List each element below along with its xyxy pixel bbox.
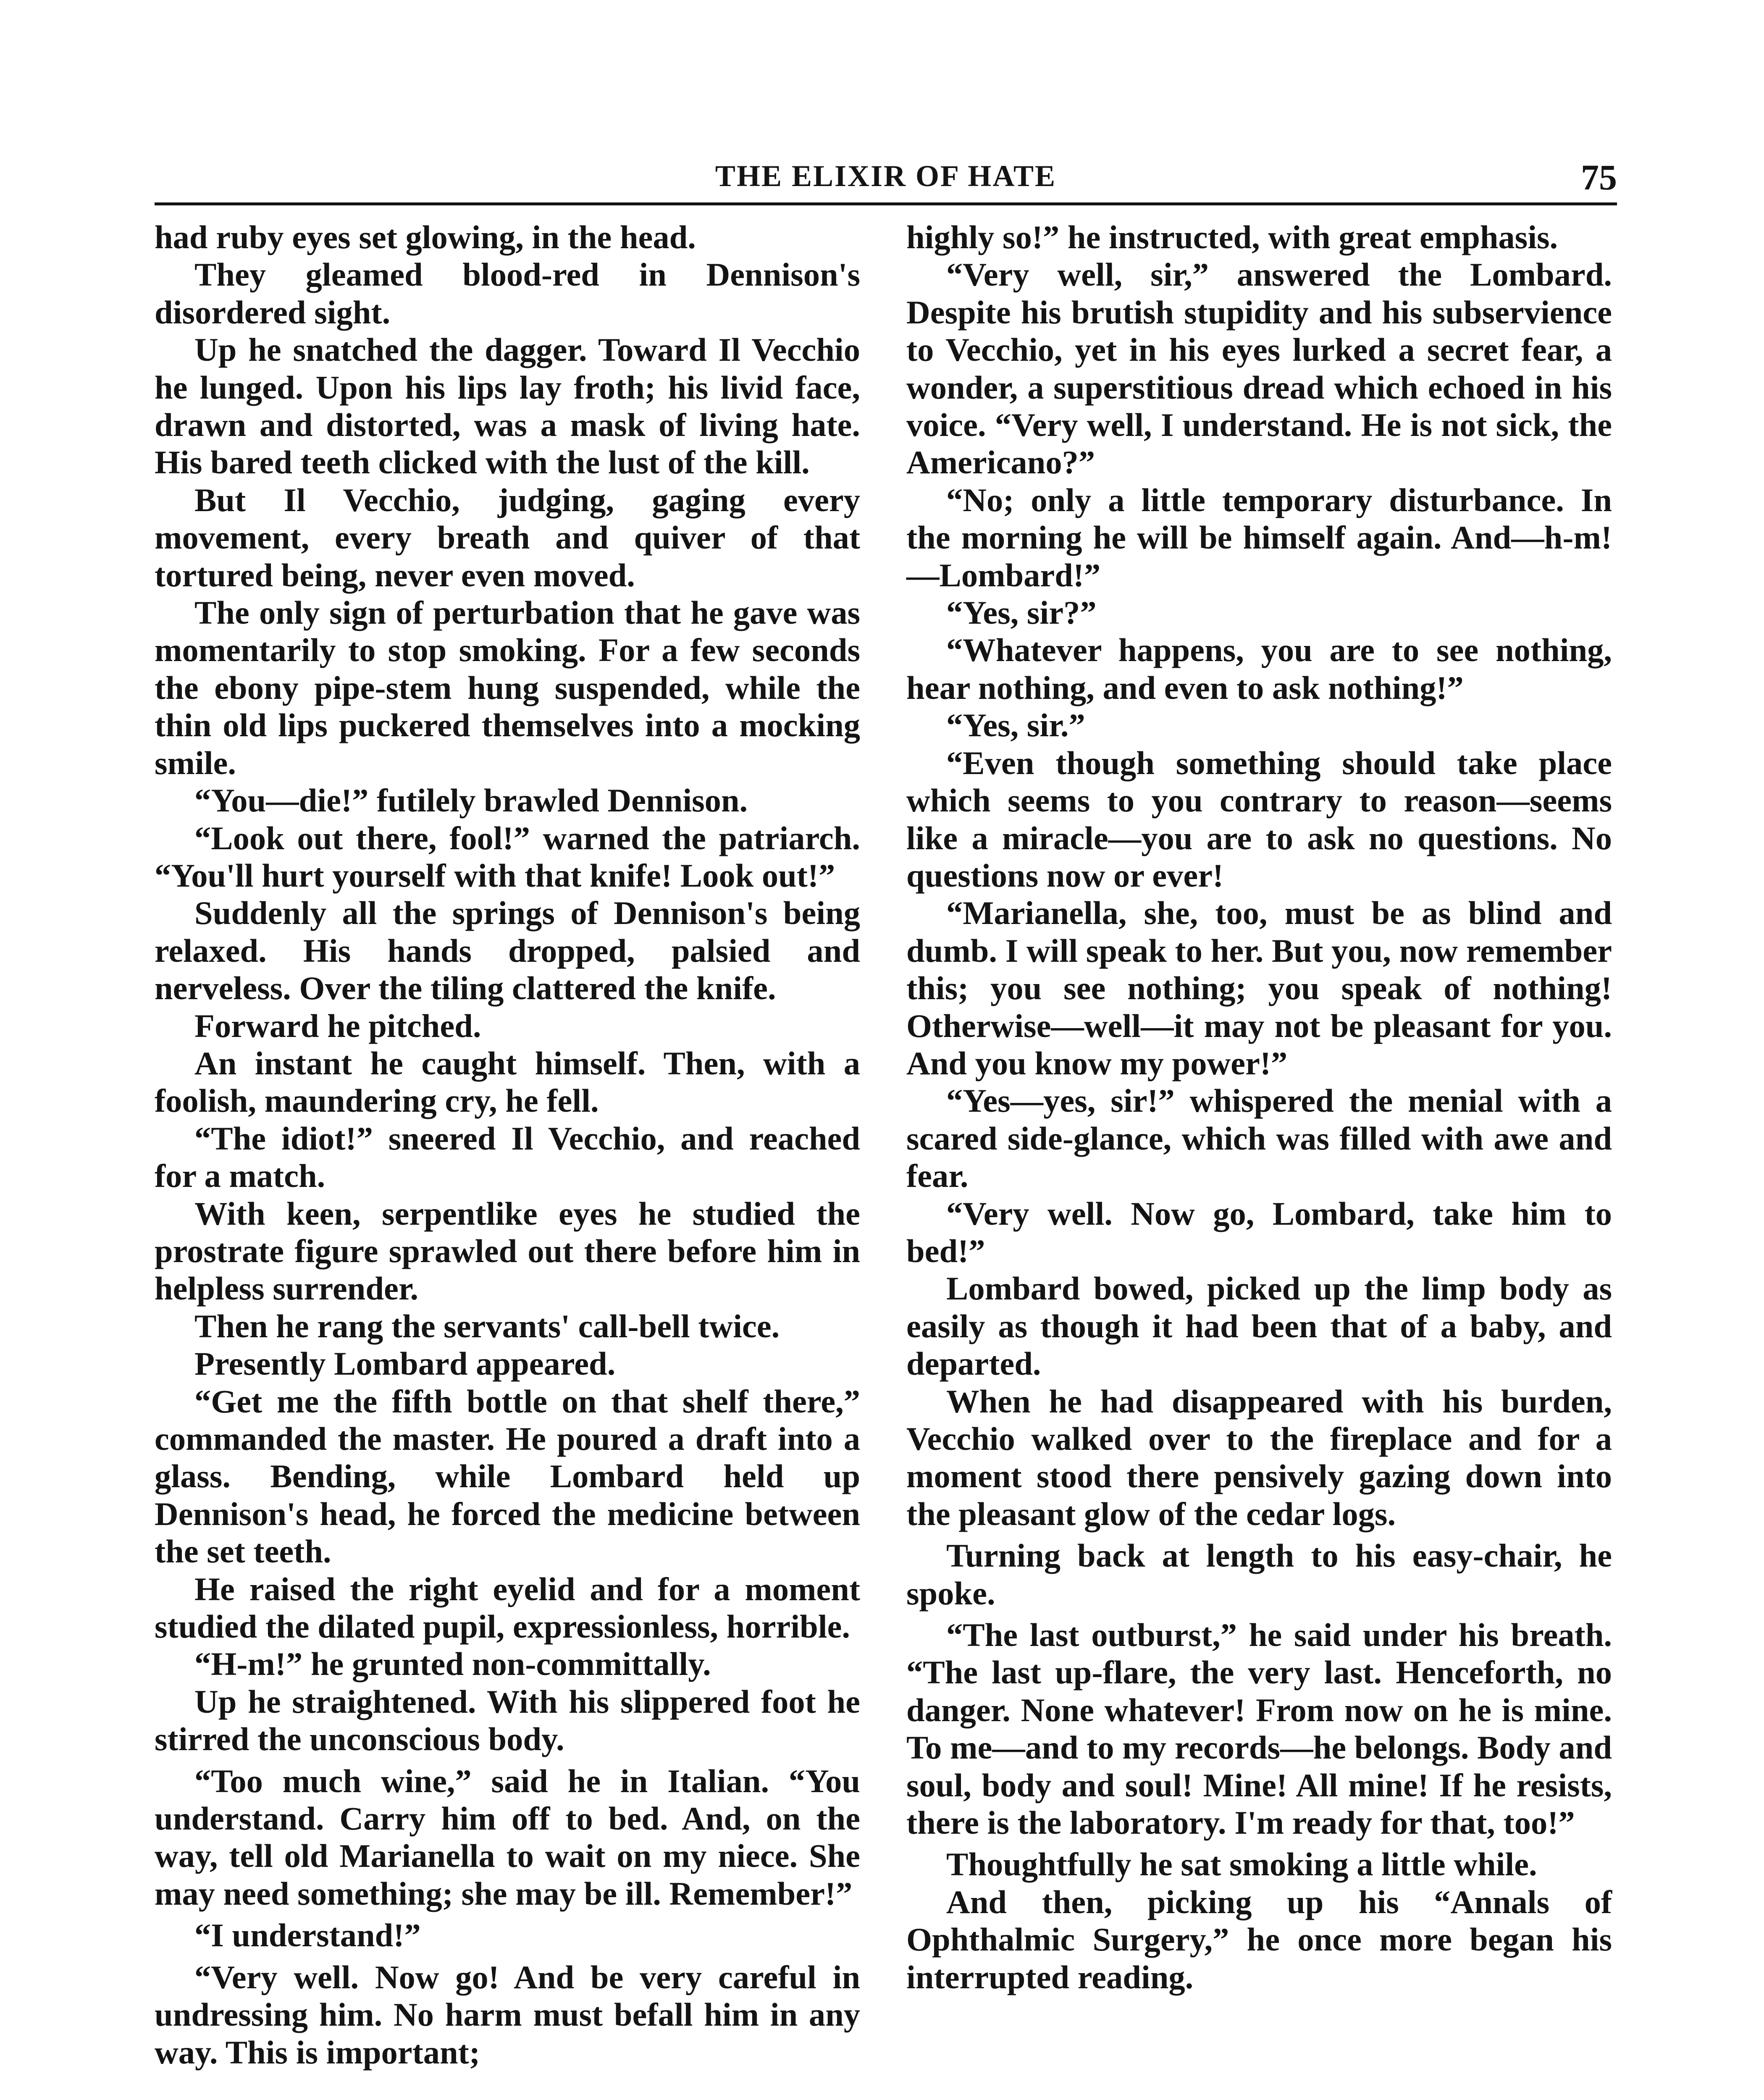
paragraph: Turning back at length to his easy-chair, he spoke. xyxy=(906,1537,1612,1612)
paragraph: “Get me the fifth bottle on that shelf there,” commanded the master. He poured a draft into a glass. Bending, while Lombard held up Dennison's head, he forced the medicine between the set teeth. xyxy=(155,1383,860,1570)
paragraph: Suddenly all the springs of Dennison's being relaxed. His hands dropped, palsied and nerveless. Over the tiling clattered the knife. xyxy=(155,895,860,1007)
header-rule xyxy=(155,202,1617,205)
running-head xyxy=(155,156,1617,202)
running-title: THE ELIXIR OF HATE xyxy=(715,159,1057,193)
paragraph: “Very well, sir,” answered the Lombard. Despite his brutish stupidity and his subservience to Vecchio, yet in his eyes lurked a secret fear, a wonder, a superstitious dread which echoed in his voice. “Very well, I understand. He is not sick, the Americano?” xyxy=(906,256,1612,481)
paragraph: The only sign of perturbation that he gave was momentarily to stop smoking. For a few seconds the ebony pipe-stem hung suspended, while the thin old lips puckered themselves into a mocking smile. xyxy=(155,594,860,781)
paragraph: “Too much wine,” said he in Italian. “You understand. Carry him off to bed. And, on the way, tell old Marianella to wait on my niece. She may need something; she may be ill. Remember!” xyxy=(155,1762,860,1912)
paragraph: “The idiot!” sneered Il Vecchio, and reached for a match. xyxy=(155,1120,860,1194)
paragraph: had ruby eyes set glowing, in the head. xyxy=(155,219,696,255)
paragraph: With keen, serpentlike eyes he studied the prostrate figure sprawled out there before him in helpless surrender. xyxy=(155,1195,860,1307)
paragraph: “Marianella, she, too, must be as blind and dumb. I will speak to her. But you, now remember this; you see nothing; you speak of nothing! Otherwise—well—it may not be pleasant for you. And you know my power!” xyxy=(906,895,1612,1082)
paragraph: Up he snatched the dagger. Toward Il Vecchio he lunged. Upon his lips lay froth; his livid face, drawn and distorted, was a mask of living hate. His bared teeth clicked with the lust of the kill. xyxy=(155,331,860,481)
paragraph: Then he rang the servants' call-bell twice. xyxy=(194,1307,780,1344)
paragraph: But Il Vecchio, judging, gaging every movement, every breath and quiver of that tortured being, never even moved. xyxy=(155,481,860,593)
paragraph: Thoughtfully he sat smoking a little while. xyxy=(946,1846,1537,1883)
paragraph: When he had disappeared with his burden, Vecchio walked over to the fireplace and for a moment stood there pensively gazing down into the pleasant glow of the cedar logs. xyxy=(906,1383,1612,1532)
paragraph: “The last outburst,” he said under his breath. “The last up-flare, the very last. Henceforth, no danger. None whatever! From now on he is mine. To me—and to my records—he belongs. Body and soul, body and soul! Mine! All mine! If he resists, there is the laboratory. I'm ready for that, too!” xyxy=(906,1617,1612,1841)
paragraph: An instant he caught himself. Then, with a foolish, maundering cry, he fell. xyxy=(155,1045,860,1119)
paragraph: “No; only a little temporary disturbance. In the morning he will be himself again. And—h-m!—Lombard!” xyxy=(906,481,1612,593)
left-column xyxy=(155,218,860,2071)
paragraph: “Look out there, fool!” warned the patriarch. “You'll hurt yourself with that knife! Look out!” xyxy=(155,819,860,894)
paragraph: Lombard bowed, picked up the limp body as easily as though it had been that of a baby, and departed. xyxy=(906,1270,1612,1382)
paragraph: Forward he pitched. xyxy=(194,1007,481,1044)
paragraph: “H-m!” he grunted non-committally. xyxy=(194,1646,711,1683)
paragraph: “Yes, sir.” xyxy=(946,707,1085,744)
paragraph: “Even though something should take place which seems to you contrary to reason—seems like a miracle—you are to ask no questions. No questions now or ever! xyxy=(906,744,1612,894)
paragraph: “Very well. Now go! And be very careful in undressing him. No harm must befall him in any way. This is important; xyxy=(155,1958,860,2071)
paragraph: “Yes—yes, sir!” whispered the menial with a scared side-glance, which was filled with awe and fear. xyxy=(906,1082,1612,1194)
paragraph: Presently Lombard appeared. xyxy=(194,1345,616,1382)
paragraph: “Whatever happens, you are to see nothing, hear nothing, and even to ask nothing!” xyxy=(906,632,1612,706)
paragraph: He raised the right eyelid and for a moment studied the dilated pupil, expressionless, horrible. xyxy=(155,1570,860,1645)
paragraph: “I understand!” xyxy=(194,1917,421,1954)
paragraph: “Yes, sir?” xyxy=(946,594,1097,631)
paragraph: And then, picking up his “Annals of Ophthalmic Surgery,” he once more began his interrupted reading. xyxy=(906,1883,1612,1995)
right-column xyxy=(906,218,1612,1996)
paragraph: Up he straightened. With his slippered foot he stirred the unconscious body. xyxy=(155,1683,860,1758)
paragraph: “Very well. Now go, Lombard, take him to bed!” xyxy=(906,1195,1612,1269)
paragraph: “You—die!” futilely brawled Dennison. xyxy=(194,782,748,819)
paragraph: They gleamed blood-red in Dennison's disordered sight. xyxy=(155,256,860,331)
page-number: 75 xyxy=(1581,157,1617,197)
paragraph: highly so!” he instructed, with great emphasis. xyxy=(906,219,1558,255)
